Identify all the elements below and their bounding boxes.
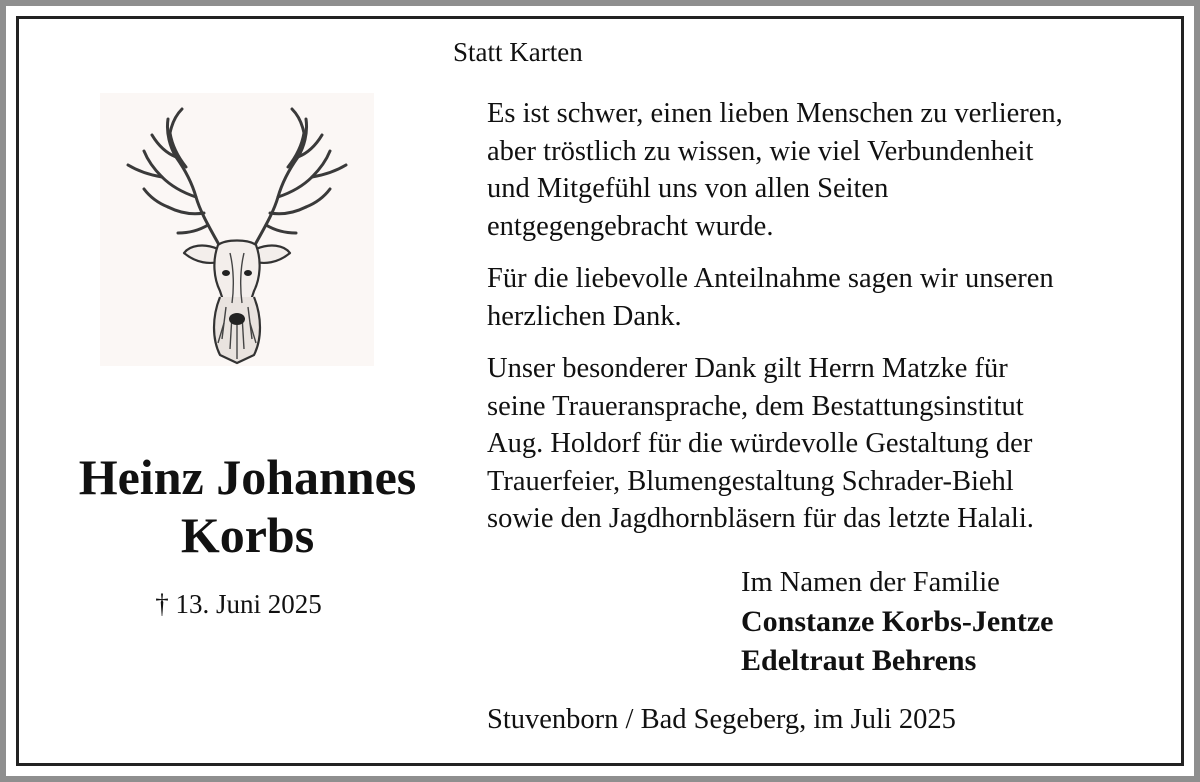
message-line: Aug. Holdorf für die würdevolle Gestaltung der (487, 428, 1033, 459)
place-and-date: Stuvenborn / Bad Segeberg, im Juli 2025 (487, 704, 956, 735)
message-line: sowie den Jagdhornbläsern für das letzte Halali. (487, 503, 1034, 534)
message-line: Für die liebevolle Anteilnahme sagen wir unseren (487, 263, 1054, 294)
signature-name: Edeltraut Behrens (741, 644, 977, 677)
message-line: Unser besonderer Dank gilt Herrn Matzke für (487, 353, 1008, 384)
message-line: und Mitgefühl uns von allen Seiten (487, 173, 889, 204)
message-line: entgegengebracht wurde. (487, 210, 774, 242)
statt-karten-heading: Statt Karten (453, 37, 583, 67)
message-body (487, 95, 1167, 553)
message-line: Trauerfeier, Blumengestaltung Schrader-Biehl (487, 465, 1014, 497)
signature-block (741, 563, 1053, 680)
message-line: herzlichen Dank. (487, 300, 682, 332)
deceased-first-names: Heinz Johannes (78, 449, 417, 505)
deceased-name (40, 448, 455, 564)
death-date: † 13. Juni 2025 (155, 589, 322, 619)
message-line: seine Traueransprache, dem Bestattungsinstitut (487, 390, 1024, 422)
message-line: aber tröstlich zu wissen, wie viel Verbundenheit (487, 135, 1034, 167)
deceased-surname: Korbs (180, 507, 315, 563)
signature-intro: Im Namen der Familie (741, 567, 1000, 598)
message-paragraph (487, 260, 1167, 335)
signature-name: Constanze Korbs-Jentze (741, 605, 1054, 638)
stag-head-icon (100, 93, 374, 366)
message-paragraph (487, 95, 1167, 245)
message-line: Es ist schwer, einen lieben Menschen zu verlieren, (487, 98, 1063, 129)
message-paragraph (487, 350, 1167, 538)
